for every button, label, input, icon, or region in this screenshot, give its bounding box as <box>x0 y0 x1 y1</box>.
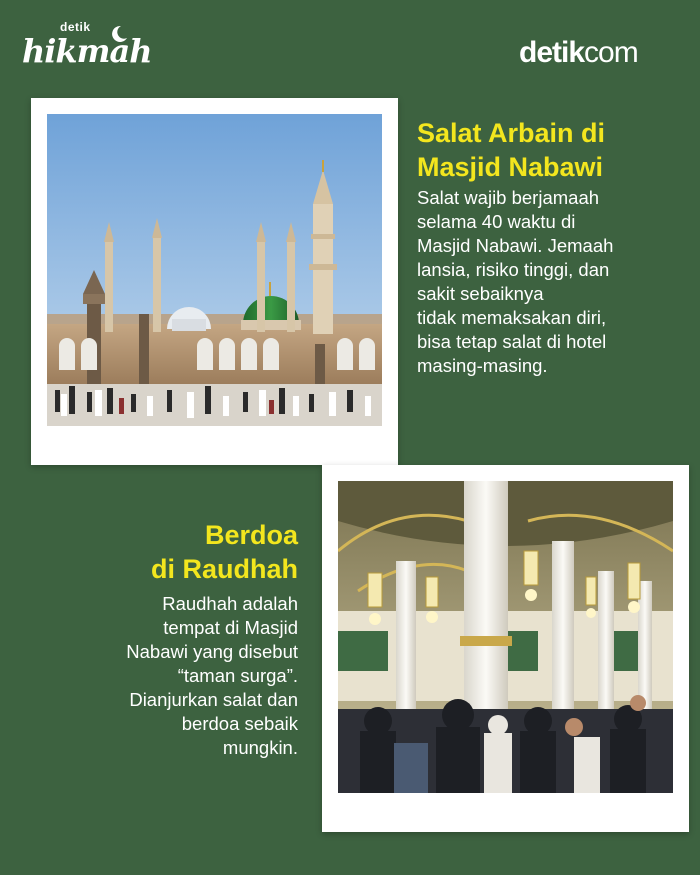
detik-hikmah-logo <box>22 12 152 72</box>
section1-body-line: tidak memaksakan diri, <box>417 307 607 328</box>
photo-frame-nabawi <box>31 98 398 465</box>
section2-body-line: mungkin. <box>222 737 298 758</box>
section1-title-line: Masjid Nabawi <box>417 152 604 182</box>
section1-body-line: Masjid Nabawi. Jemaah <box>417 235 614 256</box>
section2-body-line: Nabawi yang disebut <box>126 641 298 662</box>
section2-body-line: tempat di Masjid <box>163 617 298 638</box>
section2-title-line: di Raudhah <box>151 554 298 584</box>
raudhah-interior-photo <box>338 481 673 793</box>
section2-title <box>60 518 298 586</box>
section1-title <box>417 116 697 184</box>
logo-hikmah-word: hikmah <box>22 32 152 70</box>
masjid-nabawi-exterior-photo <box>47 114 382 426</box>
section2-body <box>40 592 298 760</box>
section1-title-line: Salat Arbain di <box>417 118 606 148</box>
photo-frame-raudhah <box>322 465 689 832</box>
detikcom-logo <box>519 36 638 70</box>
logo-detik-bold: detik <box>519 36 585 69</box>
logo-detik-small: detik <box>60 20 91 34</box>
section2-body-line: berdoa sebaik <box>181 713 298 734</box>
section2-body-line: Dianjurkan salat dan <box>129 689 298 710</box>
section1-body-line: masing-masing. <box>417 355 548 376</box>
section2-title-line: Berdoa <box>204 520 298 550</box>
logo-com-thin: com <box>584 36 638 69</box>
section1-body-line: bisa tetap salat di hotel <box>417 331 607 352</box>
section1-body-line: lansia, risiko tinggi, dan <box>417 259 610 280</box>
section1-body-line: Salat wajib berjamaah <box>417 187 600 208</box>
section1-body <box>417 186 697 378</box>
section2-body-line: “taman surga”. <box>177 665 298 686</box>
section1-body-line: selama 40 waktu di <box>417 211 576 232</box>
section1-body-line: sakit sebaiknya <box>417 283 544 304</box>
section2-body-line: Raudhah adalah <box>162 593 298 614</box>
